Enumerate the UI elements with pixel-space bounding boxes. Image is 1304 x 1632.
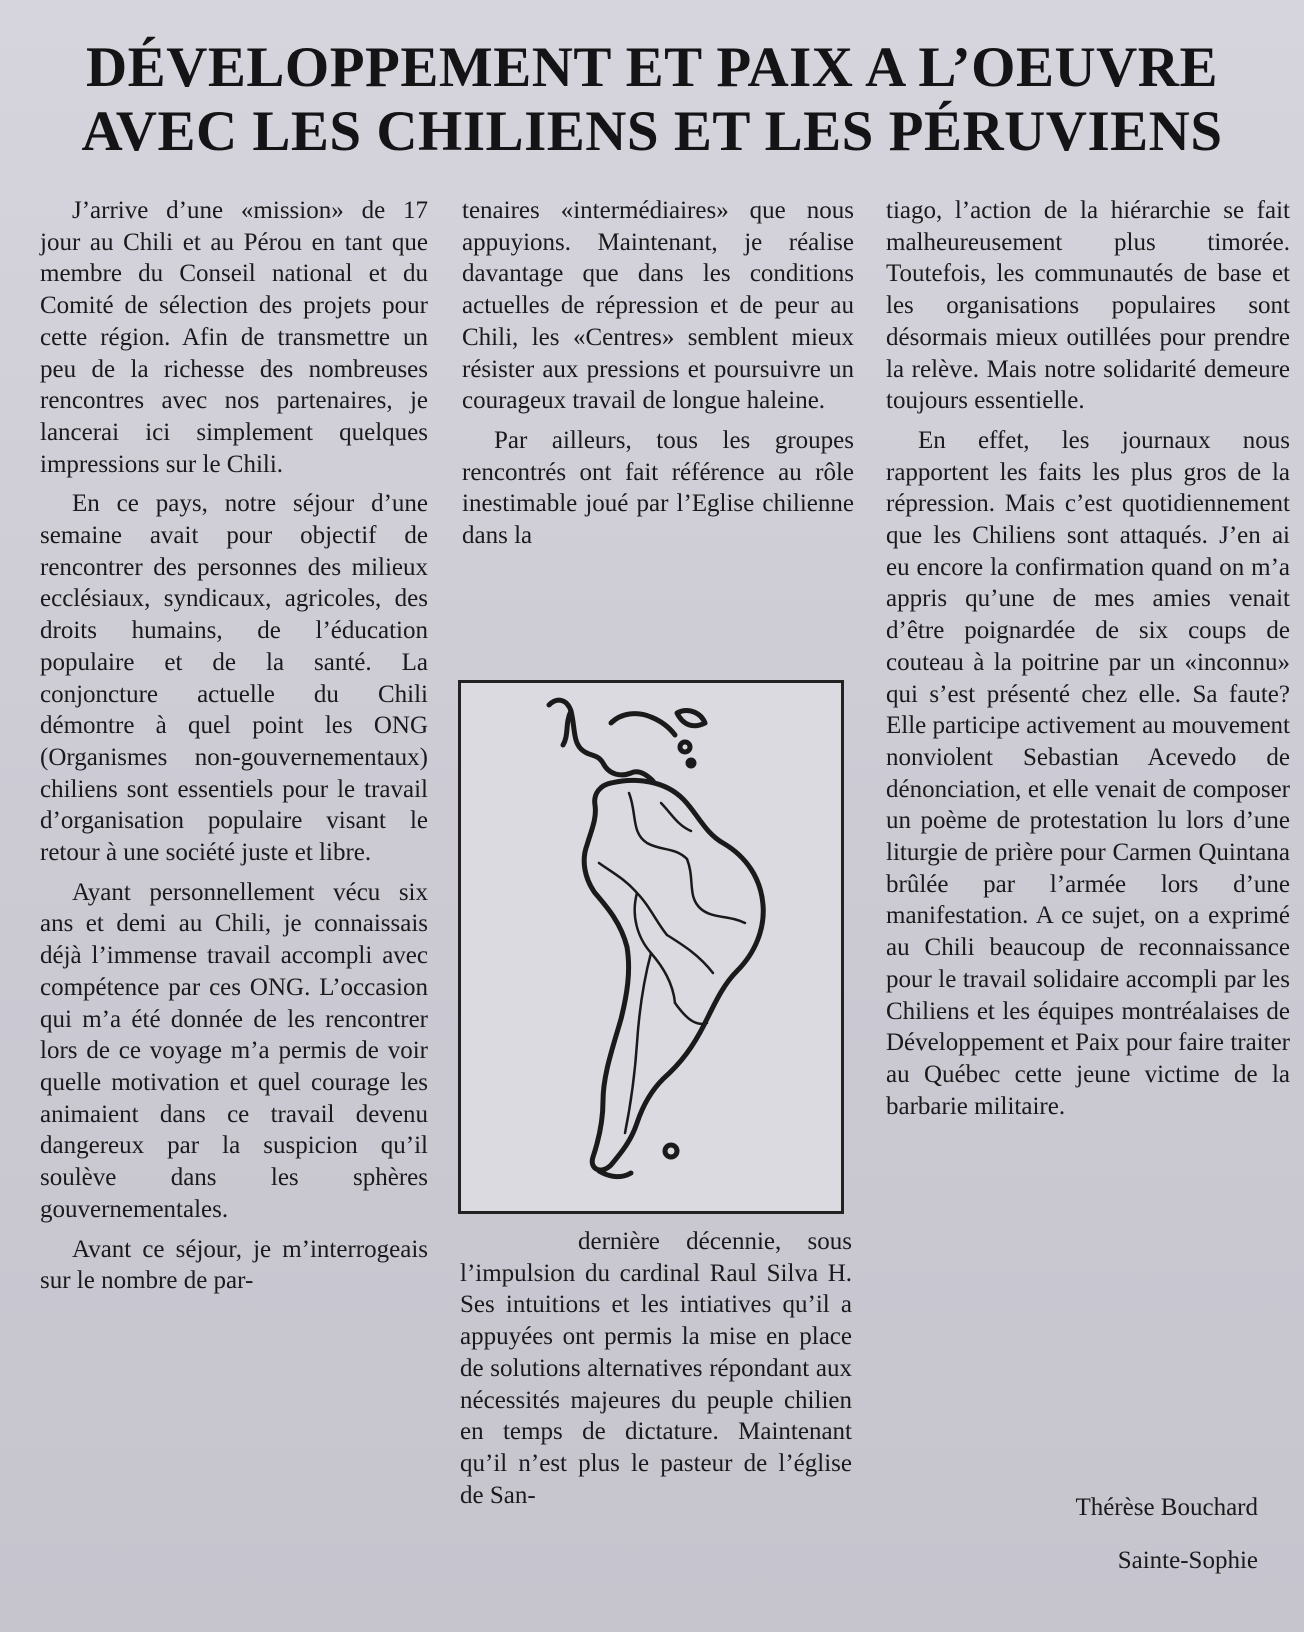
south-america-map-icon [461,683,841,1211]
paragraph: tiago, l’action de la hiérarchie se fait malheureusement plus timorée. Toutefois, les communautés de base et les organisations populaires sont désormais mieux outillées pour prendre la relève. Mais notre solidarité demeure toujours essentielle. [886,197,1290,415]
paragraph: J’arrive d’une «mission» de 17 jour au Chili et au Pérou en tant que membre du Conseil national et du Comité de sélection des projets pour cette région. Afin de transmettre un peu de la richesse des nombreuses rencontres avec nos partenaires, je lancerai ici simplement quelques impressions sur le Chili. [40,197,428,478]
paragraph: En ce pays, notre séjour d’une semaine avait pour objectif de rencontrer des personnes des milieux ecclésiaux, syndicaux, agricoles, des droits humains, de l’éducation populaire et de la santé. La conjoncture actuelle du Chili démontre à quel point les ONG (Organismes non-gouvernementaux) chiliens sont essentiels pour le travail d’organisation populaire visant le retour à une société juste et libre. [40,490,428,867]
article-column-3 [886,195,1290,1122]
paragraph: En effet, les journaux nous rapportent les faits les plus gros de la répression. Mais c’est quotidiennement que les Chiliens sont attaqués. J’en ai eu encore la confirmation quand on m’a appris qu’une de mes amies venait d’être poignardée de six coups de couteau à la poitrine par un «inconnu» qui s’est présenté chez elle. Sa faute? Elle participe activement au mouvement nonviolent Sebastian Acevedo de dénonciation, et elle venait de composer un poème de protestation lu lors d’une liturgie de prière pour Carmen Quintana brûlée par l’armée lors d’une manifestation. A ce sujet, on a exprimé au Chili beaucoup de reconnaissance pour le travail solidaire accompli par les Chiliens et les équipes montréalaises de Développement et Paix pour faire traiter au Québec cette jeune victime de la barbarie militaire. [886,426,1291,1120]
article-column-1 [40,195,428,1297]
paragraph: tenaires «intermédiaires» que nous appuyions. Maintenant, je réalise davantage que dans les conditions actuelles de répression et de peur au Chili, les «Centres» semblent mieux résister aux pressions et poursuivre un courageux travail de longue haleine. [462,197,854,415]
paragraph: Ayant personnellement vécu six ans et demi au Chili, je connaissais déjà l’immense travail accompli avec compétence par ces ONG. L’occasion qui m’a été donnée de les rencontrer lors de ce voyage m’a permis de voir quelle motivation et quel courage les animaient dans ce travail devenu dangereux par la suspicion qu’il soulève dans les sphères gouvernementales. [40,878,428,1223]
author-name: Thérèse Bouchard [1075,1494,1258,1521]
article-headline [20,36,1284,164]
paragraph: Par ailleurs, tous les groupes rencontrés ont fait référence au rôle inestimable joué par l’Eglise chilienne dans la [462,426,854,550]
headline-line-2: AVEC LES CHILIENS ET LES PÉRUVIENS [81,100,1223,163]
paragraph: dernière décennie, sous l’impulsion du cardinal Raul Silva H. Ses intuitions et les intiatives qu’il a appuyées ont permis la mise en place de solutions alternatives répondant aux nécessités majeures du peuple chilien en temps de dictature. Maintenant qu’il n’est plus le pasteur de l’église de San- [460,1228,852,1509]
article-column-2-top [462,195,854,552]
paragraph: Avant ce séjour, je m’interrogeais sur le nombre de par- [40,1235,428,1295]
article-column-2-bottom [460,1226,852,1511]
south-america-map-figure [458,680,844,1214]
headline-line-1: DÉVELOPPEMENT ET PAIX A L’OEUVRE [86,36,1218,99]
author-location: Sainte-Sophie [1117,1547,1258,1574]
